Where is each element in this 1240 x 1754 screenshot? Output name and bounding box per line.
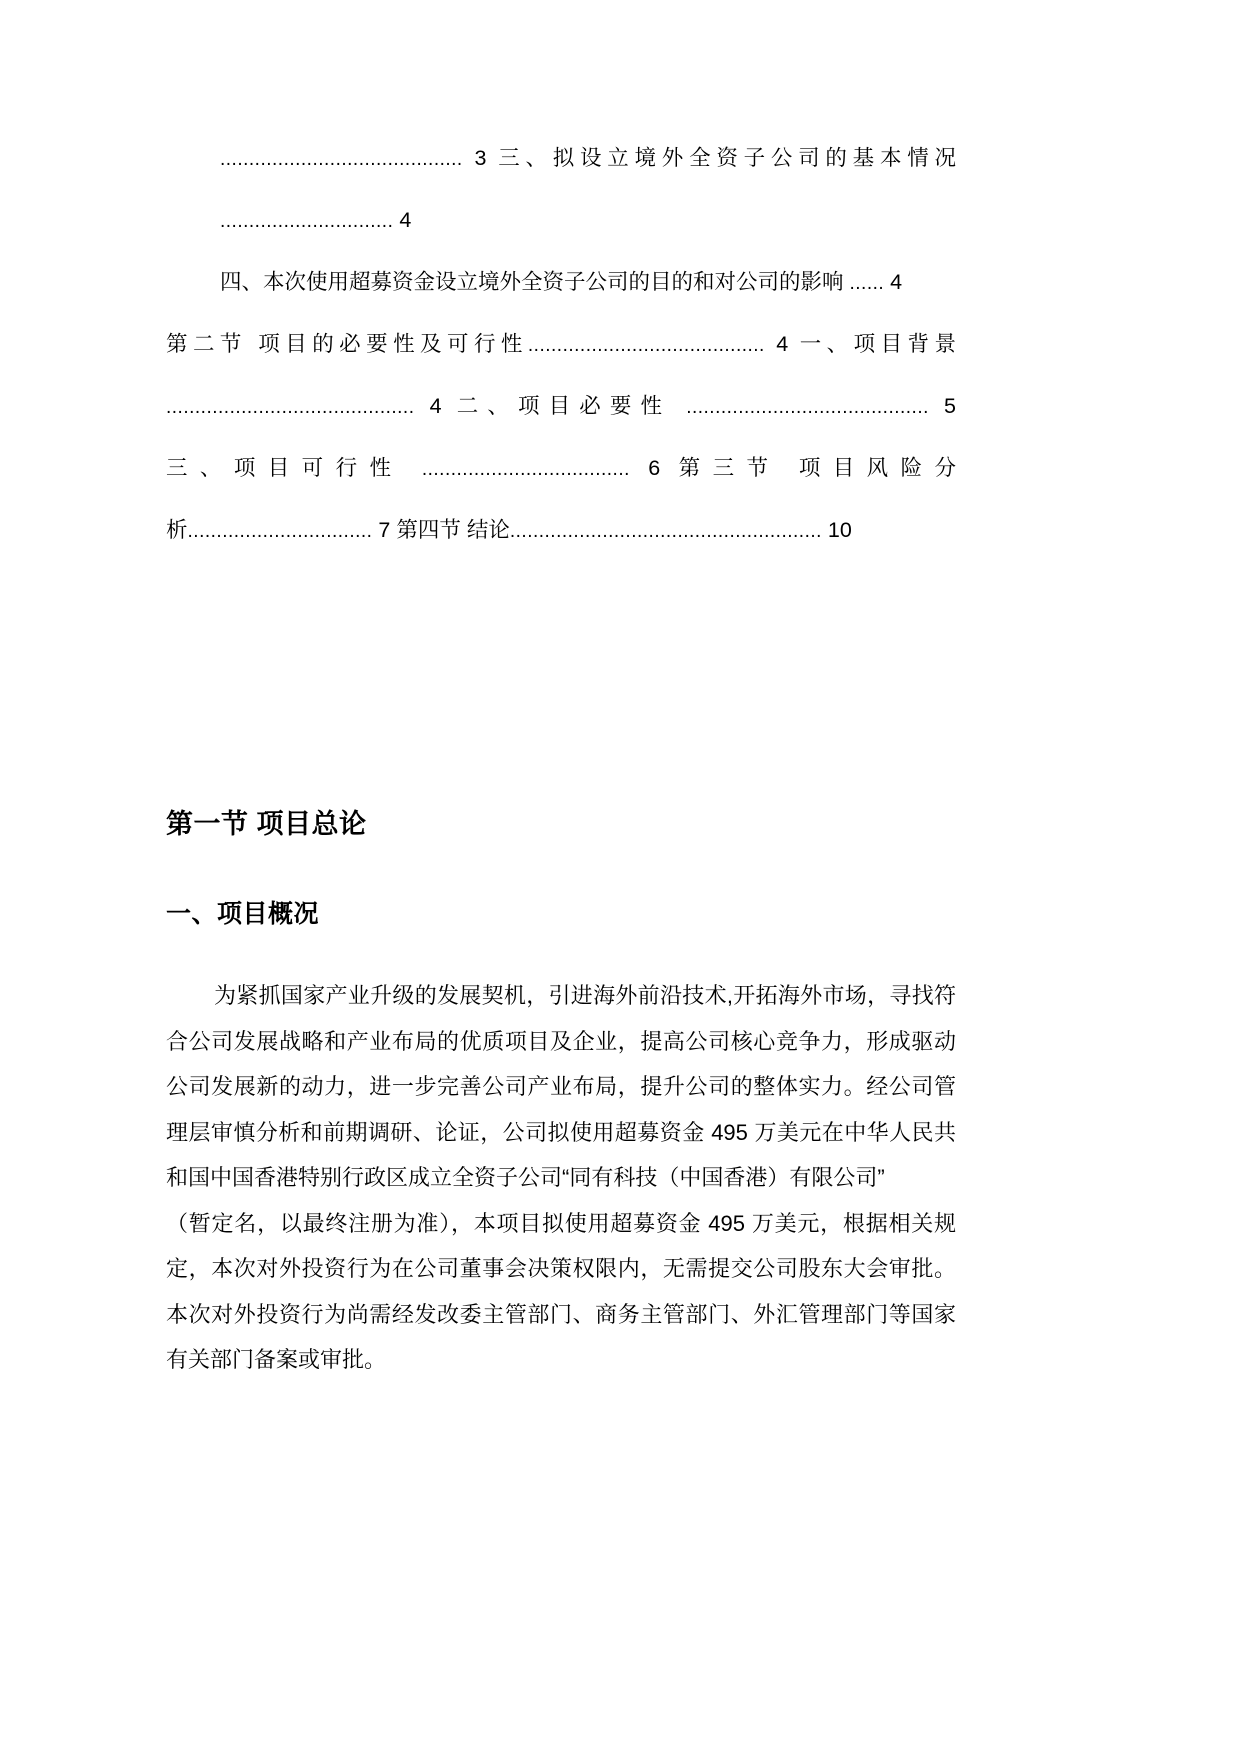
toc-leader: ...................................................... (509, 521, 822, 542)
section-heading: 第一节 项目总论 (166, 809, 367, 839)
toc-page-number: 4 (776, 332, 789, 356)
toc-leader: .............................. (220, 211, 394, 232)
table-of-contents (166, 128, 956, 562)
paragraph-line: （暂定名，以最终注册为准），本项目拟使用超募资金 495 万美元，根据相关规 (166, 1210, 956, 1236)
toc-entry-label-tail: 第四节 结论 (396, 518, 510, 542)
body-paragraph (166, 973, 956, 1383)
toc-entry-row (166, 252, 956, 314)
toc-page-number: 3 (474, 146, 487, 170)
paragraph-line: 理层审慎分析和前期调研、论证，公司拟使用超募资金 495 万美元在中华人民共 (166, 1119, 956, 1145)
toc-entry-label: 二、项目必要性 (456, 394, 672, 418)
toc-page-number: 5 (944, 394, 956, 418)
toc-page-number: 4 (429, 394, 442, 418)
toc-entry-row (166, 190, 956, 252)
toc-page-number: 6 (648, 456, 661, 480)
toc-entry-row (166, 314, 956, 376)
toc-leader: ........................................... (166, 397, 415, 418)
toc-page-number: 10 (827, 518, 852, 542)
toc-leader: ................................ (187, 521, 373, 542)
toc-leader: ...... (849, 273, 885, 294)
toc-leader: .................................... (421, 459, 630, 480)
paragraph-line: 本次对外投资行为尚需经发改委主管部门、商务主管部门、外汇管理部门等国家 (166, 1301, 956, 1327)
paragraph-line: 和国中国香港特别行政区成立全资子公司“同有科技（中国香港）有限公司” (166, 1165, 885, 1190)
toc-entry-row (166, 438, 956, 500)
toc-page-number: 4 (399, 208, 412, 232)
toc-entry-label-tail: 一、项目背景 (799, 332, 956, 356)
toc-leader: .......................................... (686, 397, 929, 418)
toc-entry-label: 三、项目可行性 (166, 456, 404, 480)
paragraph-line: 定，本次对外投资行为在公司董事会决策权限内，无需提交公司股东大会审批。 (166, 1256, 956, 1281)
subsection-heading: 一、项目概况 (166, 900, 320, 928)
toc-entry-label: 三、拟设立境外全资子公司的基本情况 (498, 146, 956, 170)
paragraph-line: 有关部门备案或审批。 (166, 1347, 387, 1372)
toc-entry-row (166, 500, 956, 562)
paragraph-line: 为紧抓国家产业升级的发展契机，引进海外前沿技术,开拓海外市场，寻找符 (214, 983, 956, 1008)
toc-entry-label-tail: 第三节 项目风险分 (678, 456, 956, 480)
toc-page-number: 4 (890, 270, 903, 294)
paragraph-line: 公司发展新的动力，进一步完善公司产业布局，提升公司的整体实力。经公司管 (166, 1074, 956, 1099)
toc-entry-label: 四、本次使用超募资金设立境外全资子公司的目的和对公司的影响 (220, 270, 844, 294)
toc-leader: .......................................... (220, 149, 463, 170)
toc-entry-label: 析 (166, 518, 188, 542)
page-content (166, 0, 956, 1383)
paragraph-line: 合公司发展战略和产业布局的优质项目及企业，提高公司核心竞争力，形成驱动 (166, 1028, 956, 1054)
toc-page-number: 7 (378, 518, 391, 542)
toc-leader: ......................................... (527, 335, 765, 356)
toc-entry-row (166, 128, 956, 190)
toc-entry-label: 第二节 项目的必要性及可行性 (166, 332, 528, 356)
toc-entry-row (166, 376, 956, 438)
